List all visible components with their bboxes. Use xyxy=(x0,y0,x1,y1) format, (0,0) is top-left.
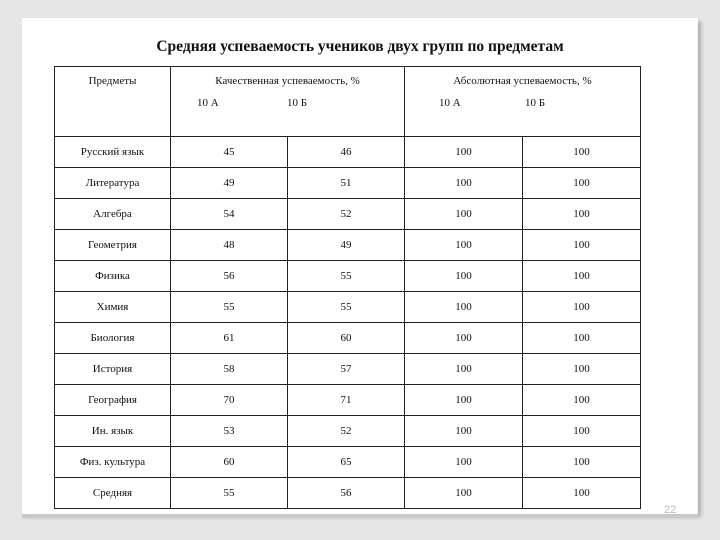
cell-absolute-10b: 100 xyxy=(523,168,641,199)
cell-quality-10b: 46 xyxy=(288,137,405,168)
cell-absolute-10b: 100 xyxy=(523,416,641,447)
cell-subject: Биология xyxy=(55,323,171,354)
cell-absolute-10b: 100 xyxy=(523,199,641,230)
slide-shadow-bar xyxy=(22,514,698,518)
table-row xyxy=(55,416,641,447)
cell-quality-10a: 49 xyxy=(171,168,288,199)
header-absolute-label: Абсолютная успеваемость, % xyxy=(453,75,592,87)
header-subjects xyxy=(55,67,171,137)
cell-absolute-10b: 100 xyxy=(523,323,641,354)
cell-quality-10a: 61 xyxy=(171,323,288,354)
cell-subject: Средняя xyxy=(55,478,171,509)
table-row xyxy=(55,478,641,509)
table-row xyxy=(55,385,641,416)
cell-quality-10a: 45 xyxy=(171,137,288,168)
cell-absolute-10b: 100 xyxy=(523,447,641,478)
table-row xyxy=(55,137,641,168)
header-quality-label: Качественная успеваемость, % xyxy=(215,75,360,87)
cell-quality-10b: 71 xyxy=(288,385,405,416)
cell-quality-10b: 65 xyxy=(288,447,405,478)
cell-subject: Химия xyxy=(55,292,171,323)
header-absolute-10b: 10 Б xyxy=(525,97,546,109)
cell-absolute-10b: 100 xyxy=(523,354,641,385)
cell-absolute-10a: 100 xyxy=(405,385,523,416)
cell-quality-10b: 55 xyxy=(288,292,405,323)
grades-table xyxy=(54,66,641,509)
table-row xyxy=(55,199,641,230)
cell-subject: Физ. культура xyxy=(55,447,171,478)
cell-subject: Геометрия xyxy=(55,230,171,261)
table-row xyxy=(55,261,641,292)
cell-quality-10a: 48 xyxy=(171,230,288,261)
cell-absolute-10b: 100 xyxy=(523,137,641,168)
cell-absolute-10a: 100 xyxy=(405,230,523,261)
cell-quality-10b: 55 xyxy=(288,261,405,292)
cell-quality-10b: 57 xyxy=(288,354,405,385)
table-row xyxy=(55,292,641,323)
header-quality xyxy=(171,67,405,137)
header-quality-10a: 10 А xyxy=(197,97,219,109)
cell-quality-10a: 60 xyxy=(171,447,288,478)
header-quality-10b: 10 Б xyxy=(287,97,308,109)
table-header-row xyxy=(55,67,641,137)
cell-absolute-10b: 100 xyxy=(523,292,641,323)
table-row xyxy=(55,323,641,354)
table-row xyxy=(55,354,641,385)
cell-quality-10b: 52 xyxy=(288,199,405,230)
cell-subject: География xyxy=(55,385,171,416)
cell-absolute-10a: 100 xyxy=(405,478,523,509)
cell-quality-10a: 54 xyxy=(171,199,288,230)
cell-absolute-10a: 100 xyxy=(405,261,523,292)
cell-absolute-10a: 100 xyxy=(405,292,523,323)
cell-subject: Алгебра xyxy=(55,199,171,230)
cell-absolute-10a: 100 xyxy=(405,168,523,199)
cell-quality-10b: 56 xyxy=(288,478,405,509)
cell-absolute-10a: 100 xyxy=(405,199,523,230)
header-subjects-label: Предметы xyxy=(88,75,137,87)
cell-quality-10b: 51 xyxy=(288,168,405,199)
cell-absolute-10b: 100 xyxy=(523,385,641,416)
table-row xyxy=(55,447,641,478)
cell-absolute-10a: 100 xyxy=(405,323,523,354)
cell-absolute-10b: 100 xyxy=(523,478,641,509)
cell-quality-10b: 60 xyxy=(288,323,405,354)
cell-quality-10a: 55 xyxy=(171,292,288,323)
cell-subject: Физика xyxy=(55,261,171,292)
cell-absolute-10a: 100 xyxy=(405,416,523,447)
cell-quality-10a: 56 xyxy=(171,261,288,292)
cell-absolute-10a: 100 xyxy=(405,354,523,385)
cell-quality-10a: 55 xyxy=(171,478,288,509)
table-row xyxy=(55,168,641,199)
cell-subject: Ин. язык xyxy=(55,416,171,447)
cell-absolute-10b: 100 xyxy=(523,261,641,292)
cell-absolute-10b: 100 xyxy=(523,230,641,261)
header-absolute xyxy=(405,67,641,137)
cell-quality-10b: 52 xyxy=(288,416,405,447)
table-row xyxy=(55,230,641,261)
cell-absolute-10a: 100 xyxy=(405,137,523,168)
cell-quality-10a: 53 xyxy=(171,416,288,447)
cell-subject: Литература xyxy=(55,168,171,199)
cell-subject: История xyxy=(55,354,171,385)
cell-quality-10a: 58 xyxy=(171,354,288,385)
cell-subject: Русский язык xyxy=(55,137,171,168)
slide-number: 22 xyxy=(664,504,677,516)
cell-absolute-10a: 100 xyxy=(405,447,523,478)
header-absolute-10a: 10 А xyxy=(439,97,461,109)
cell-quality-10a: 70 xyxy=(171,385,288,416)
cell-quality-10b: 49 xyxy=(288,230,405,261)
page-title: Средняя успеваемость учеников двух групп по предметам xyxy=(156,38,564,55)
